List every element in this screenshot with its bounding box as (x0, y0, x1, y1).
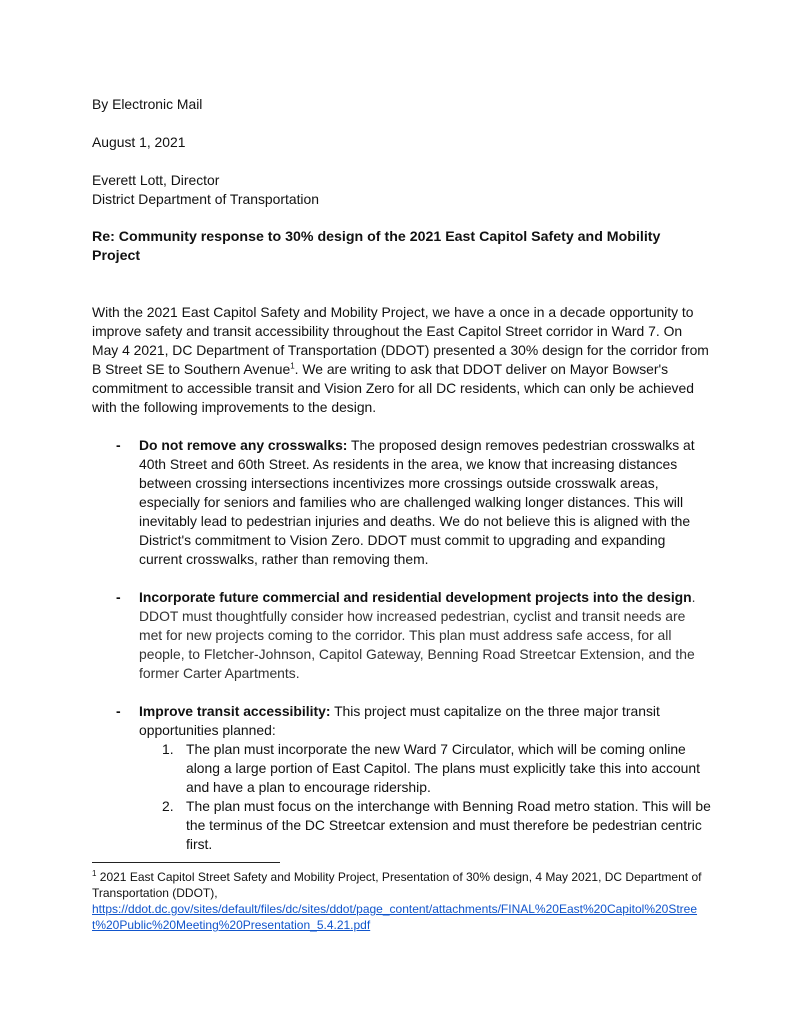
bullet-text: This project must capitalize on the three major transit opportunities planned: (139, 703, 660, 738)
bullet-heading: Improve transit accessibility: (139, 703, 331, 719)
bullet-marker: - (116, 589, 121, 605)
numbered-list (139, 740, 712, 854)
bullet-heading: Incorporate future commercial and residential development projects into the design (139, 589, 692, 605)
intro-text-cont: . We are writing to ask that DDOT deliver on Mayor Bowser's commitment to accessible transit and Vision Zero for all DC residents, which can only be achieved with the following improvements to the design. (92, 361, 694, 415)
list-number: 1. (162, 741, 174, 757)
footnote-ref[interactable]: 1 (290, 361, 295, 371)
footnote-mark: 1 (92, 869, 97, 878)
list-item (139, 797, 712, 854)
bullet-text: . DDOT must thoughtfully consider how increased pedestrian, cyclist and transit needs are met for new projects coming to the corridor. This plan must address safe access, for all people, to Fletcher-Johnson, Capitol Gateway, Benning Road Streetcar Extension, and the former Carter Apartments. (139, 589, 696, 681)
bullet-item-crosswalks (92, 436, 712, 569)
letter-body (92, 95, 712, 854)
letter-date: August 1, 2021 (92, 134, 186, 150)
recipient-name: Everett Lott, Director (92, 172, 220, 188)
footnote-link[interactable]: https://ddot.dc.gov/sites/default/files/dc/sites/ddot/page_content/attachments/FINAL%20East%20Capitol%20Street%20Public%20Meeting%20Presentation_5.4.21.pdf (92, 902, 698, 932)
list-item-text: The plan must incorporate the new Ward 7 Circulator, which will be coming online along a large portion of East Capitol. The plans must explicitly take this into account and have a plan to encourage ridership. (186, 741, 700, 795)
bullet-marker: - (116, 437, 121, 453)
bullet-item-development (92, 588, 712, 683)
bullet-heading: Do not remove any crosswalks: (139, 437, 348, 453)
list-item-text: The plan must focus on the interchange with Benning Road metro station. This will be the terminus of the DC Streetcar extension and must therefore be pedestrian centric first. (186, 798, 711, 852)
list-item (139, 740, 712, 797)
footnote-divider (92, 862, 280, 863)
bullet-marker: - (116, 703, 121, 719)
footnote (92, 869, 702, 933)
bullet-text: The proposed design removes pedestrian crosswalks at 40th Street and 60th Street. As residents in the area, we know that increasing distances between crossing intersections incentivizes more crossings outside crosswalk areas, especially for seniors and families who are challenged walking longer distances. This will inevitably lead to pedestrian injuries and deaths. We do not believe this is aligned with the District's commitment to Vision Zero. DDOT must commit to upgrading and expanding current crosswalks, rather than removing them. (139, 437, 695, 567)
subject-line: Re: Community response to 30% design of the 2021 East Capitol Safety and Mobility Project (92, 229, 661, 264)
delivery-method: By Electronic Mail (92, 96, 203, 112)
intro-text: With the 2021 East Capitol Safety and Mobility Project, we have a once in a decade opportunity to improve safety and transit accessibility throughout the East Capitol Street corridor in Ward 7. On May 4 2021, DC Department of Transportation (DDOT) presented a 30% design for the corridor from B Street SE to Southern Avenue (92, 304, 709, 377)
bullet-item-transit (92, 702, 712, 854)
intro-paragraph (92, 303, 712, 417)
recipient-organization: District Department of Transportation (92, 191, 319, 207)
footnote-text: 2021 East Capitol Street Safety and Mobility Project, Presentation of 30% design, 4 May 2021, DC Department of Transportation (DDOT), (92, 870, 702, 900)
bullet-list (92, 436, 712, 854)
list-number: 2. (162, 798, 174, 814)
